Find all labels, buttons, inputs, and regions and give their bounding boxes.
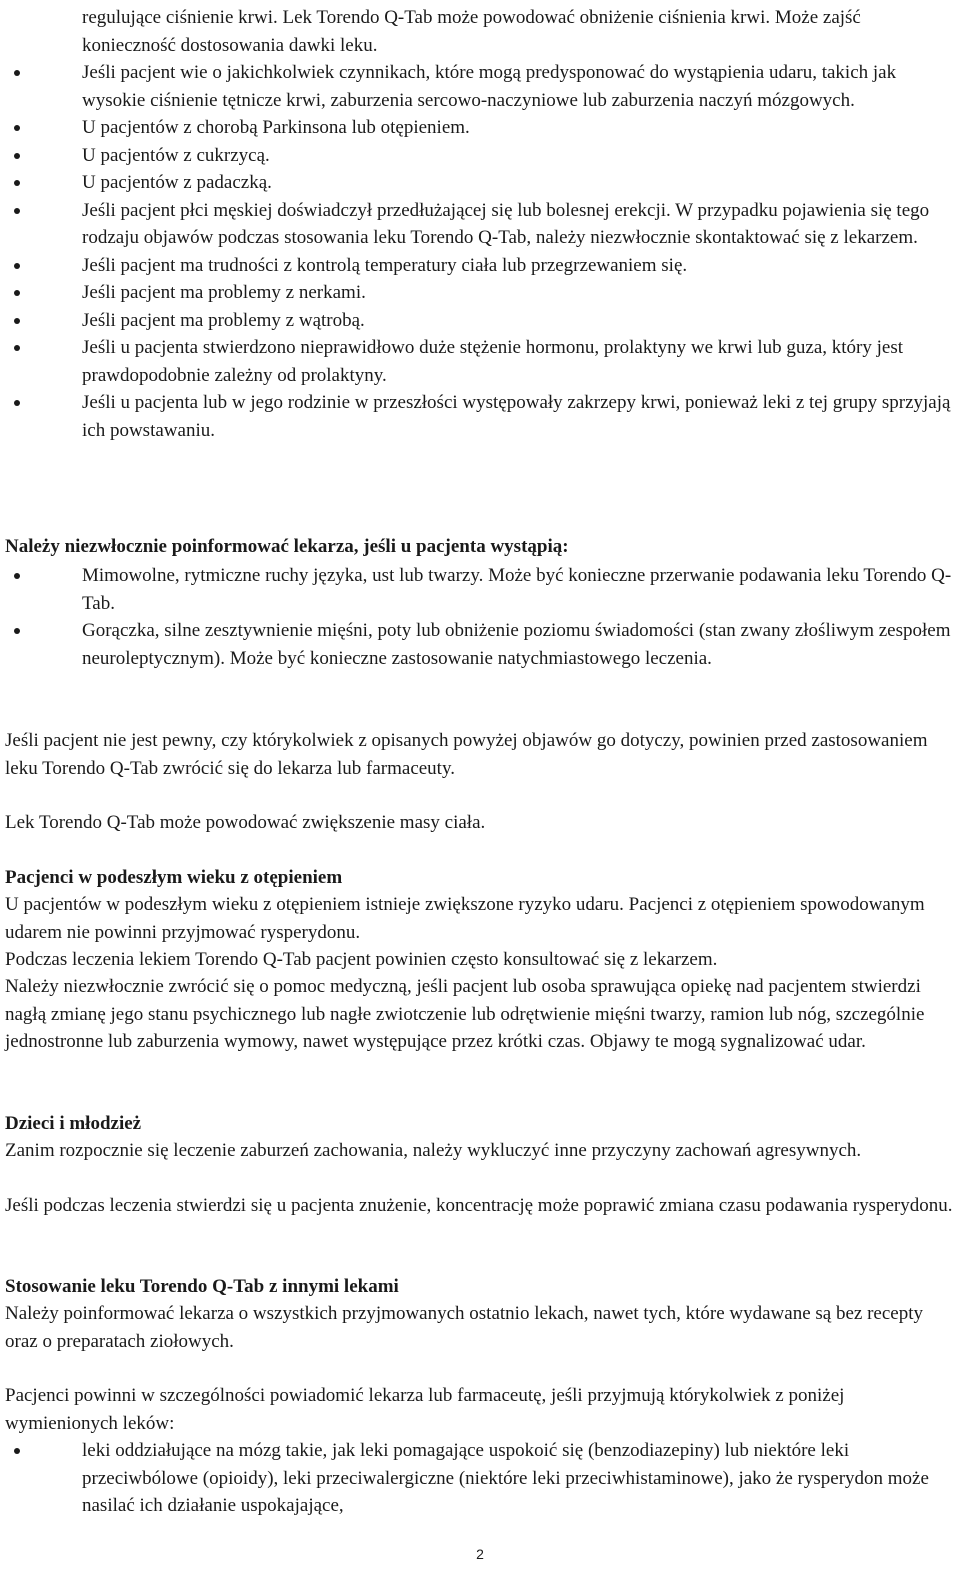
list-item: Gorączka, silne zesztywnienie mięśni, poty lub obniżenie poziomu świadomości (stan zwany złośliwym zespołem neuroleptycznym). Może być konieczne zastosowanie natychmiastowego leczenia. — [5, 617, 955, 672]
continuation-paragraph: regulujące ciśnienie krwi. Lek Torendo Q-Tab może powodować obniżenie ciśnienia krwi. Może zajść konieczność dostosowania dawki leku. — [82, 7, 861, 56]
list-item: Jeśli pacjent ma trudności z kontrolą temperatury ciała lub przegrzewaniem się. — [5, 252, 955, 280]
list-item: Jeśli pacjent płci męskiej doświadczył przedłużającej się lub bolesnej erekcji. W przypadku pojawienia się tego rodzaju objawów podczas stosowania leku Torendo Q-Tab, należy niezwłocznie skontaktować się z lekarzem. — [5, 197, 955, 252]
elderly-paragraph-2: Podczas leczenia lekiem Torendo Q-Tab pacjent powinien często konsultować się z lekarzem. — [5, 949, 718, 970]
other-meds-heading: Stosowanie leku Torendo Q-Tab z innymi lekami — [5, 1276, 399, 1297]
page-number: 2 — [476, 1546, 484, 1562]
list-item: U pacjentów z chorobą Parkinsona lub otępieniem. — [5, 114, 955, 142]
list-item: Jeśli pacjent ma problemy z nerkami. — [5, 279, 955, 307]
list-item: Jeśli pacjent ma problemy z wątrobą. — [5, 307, 955, 335]
list-item: Jeśli pacjent wie o jakichkolwiek czynnikach, które mogą predysponować do wystąpienia udaru, takich jak wysokie ciśnienie tętnicze krwi, zaburzenia sercowo-naczyniowe lub zaburzenia naczyń mózgowych. — [5, 59, 955, 114]
weight-paragraph: Lek Torendo Q-Tab może powodować zwiększenie masy ciała. — [5, 812, 486, 833]
elderly-heading: Pacjenci w podeszłym wieku z otępieniem — [5, 867, 343, 888]
list-item: U pacjentów z padaczką. — [5, 169, 955, 197]
list-item: leki oddziałujące na mózg takie, jak leki pomagające uspokoić się (benzodiazepiny) lub niektóre leki przeciwbólowe (opioidy), leki przeciwalergiczne (niektóre leki przeciwhistaminowe), jako że rysperydon może nasilać ich działanie uspokajające, — [5, 1437, 955, 1520]
elderly-paragraph-3: Należy niezwłocznie zwrócić się o pomoc medyczną, jeśli pacjent lub osoba sprawująca opiekę nad pacjentem stwierdzi nagłą zmianę jego stanu psychicznego lub nagłe zwiotczenie lub odrętwienie mięśni twarzy, ramion lub nóg, szczególnie jednostronne lub zaburzenia wymowy, nawet występujące przez krótki czas. Objawy te mogą sygnalizować udar. — [5, 976, 925, 1052]
list-item: Jeśli u pacjenta lub w jego rodzinie w przeszłości występowały zakrzepy krwi, ponieważ leki z tej grupy sprzyjają ich powstawaniu. — [5, 389, 955, 444]
youth-heading: Dzieci i młodzież — [5, 1113, 142, 1134]
unsure-paragraph: Jeśli pacjent nie jest pewny, czy którykolwiek z opisanych powyżej objawów go dotyczy, powinien przed zastosowaniem leku Torendo Q-Tab zwrócić się do lekarza lub farmaceuty. — [5, 730, 928, 779]
list-item: Jeśli u pacjenta stwierdzono nieprawidłowo duże stężenie hormonu, prolaktyny we krwi lub guza, który jest prawdopodobnie zależny od prolaktyny. — [5, 334, 955, 389]
other-meds-list — [5, 1437, 955, 1520]
youth-paragraph-2: Jeśli podczas leczenia stwierdzi się u pacjenta znużenie, koncentrację może poprawić zmiana czasu podawania rysperydonu. — [5, 1195, 953, 1216]
elderly-paragraph-1: U pacjentów w podeszłym wieku z otępieniem istnieje zwiększone ryzyko udaru. Pacjenci z otępieniem spowodowanym udarem nie powinni przyjmować rysperydonu. — [5, 894, 925, 943]
other-meds-paragraph-1: Należy poinformować lekarza o wszystkich przyjmowanych ostatnio lekach, nawet tych, które wydawane są bez recepty oraz o preparatach ziołowych. — [5, 1303, 923, 1352]
inform-list — [5, 562, 955, 672]
youth-paragraph-1: Zanim rozpocznie się leczenie zaburzeń zachowania, należy wykluczyć inne przyczyny zachowań agresywnych. — [5, 1140, 862, 1161]
inform-heading: Należy niezwłocznie poinformować lekarza, jeśli u pacjenta wystąpią: — [5, 536, 569, 557]
risk-factor-list — [5, 59, 955, 444]
list-item: Mimowolne, rytmiczne ruchy języka, ust lub twarzy. Może być konieczne przerwanie podawania leku Torendo Q-Tab. — [5, 562, 955, 617]
list-item: U pacjentów z cukrzycą. — [5, 142, 955, 170]
other-meds-paragraph-2: Pacjenci powinni w szczególności powiadomić lekarza lub farmaceutę, jeśli przyjmują którykolwiek z poniżej wymienionych leków: — [5, 1385, 845, 1434]
